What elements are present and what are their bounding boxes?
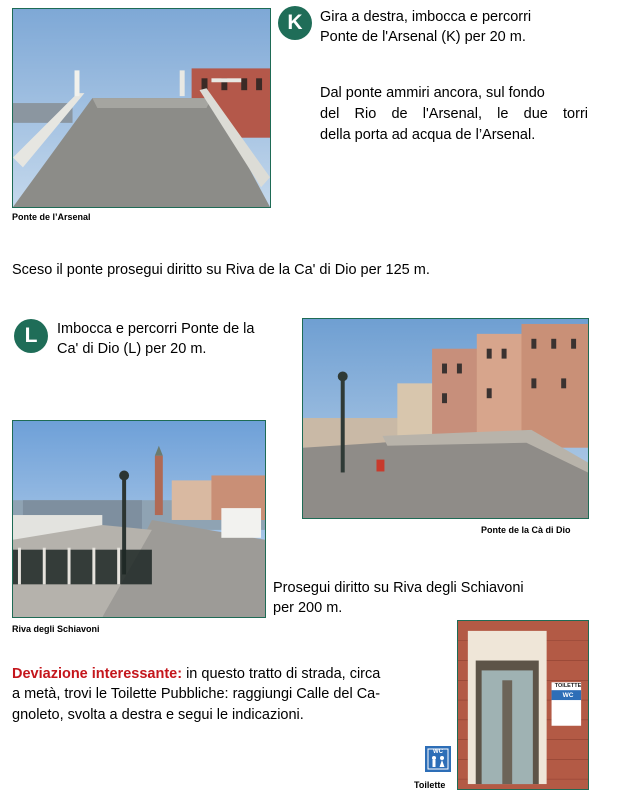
photo-ponte-arsenal-image: [13, 9, 270, 207]
marker-k: K: [278, 6, 312, 40]
step-k-para2-line3: della porta ad acqua de l’Arsenal.: [320, 127, 536, 143]
photo-ponte-ca-di-dio-image: [303, 319, 588, 518]
deviation-line1: [12, 664, 380, 684]
caption-toilette: Toilette: [414, 780, 446, 790]
photo-ponte-ca-di-dio: [302, 318, 589, 519]
caption-riva-schiavoni: Riva degli Schiavoni: [12, 624, 100, 634]
marker-l: L: [14, 319, 48, 353]
instruction-riva-ca-di-dio: Sceso il ponte prosegui diritto su Riva de la Ca' di Dio per 125 m.: [12, 262, 430, 278]
deviation-line2: a metà, trovi le Toilette Pubbliche: raggiungi Calle del Ca-: [12, 686, 381, 702]
photo-ponte-arsenal: [12, 8, 271, 208]
photo-toilette: [457, 620, 589, 790]
toilet-sign-title: TOILETTE: [554, 683, 582, 689]
photo-riva-schiavoni: [12, 420, 266, 618]
step-k-line1: Gira a destra, imbocca e percorri: [320, 9, 532, 25]
wc-icon: [425, 746, 451, 772]
instruction-schiavoni-line1: Prosegui diritto su Riva degli Schiavoni: [273, 580, 524, 596]
step-k-line2: Ponte de l'Arsenal (K) per 20 m.: [320, 29, 526, 45]
step-k-para2-line1: Dal ponte ammiri ancora, sul fondo: [320, 85, 545, 101]
deviation-line1-text: in questo tratto di strada, circa: [182, 666, 381, 682]
step-l-line2: Ca' di Dio (L) per 20 m.: [57, 341, 207, 357]
toilet-sign-wc: WC: [562, 692, 574, 699]
photo-riva-schiavoni-image: [13, 421, 265, 617]
instruction-schiavoni-line2: per 200 m.: [273, 600, 343, 616]
step-l-line1: Imbocca e percorri Ponte de la: [57, 321, 255, 337]
caption-ponte-ca-di-dio: Ponte de la Cà di Dio: [481, 525, 571, 535]
deviation-label: Deviazione interessante:: [12, 666, 183, 682]
step-k-para2-line2: del Rio de l'Arsenal, le due torri: [320, 106, 588, 122]
deviation-line3: gnoleto, svolta a destra e segui le indicazioni.: [12, 707, 304, 723]
caption-ponte-arsenal: Ponte de l’Arsenal: [12, 212, 91, 222]
wc-icon-label: WC: [433, 749, 443, 755]
photo-toilette-image: [458, 621, 588, 789]
